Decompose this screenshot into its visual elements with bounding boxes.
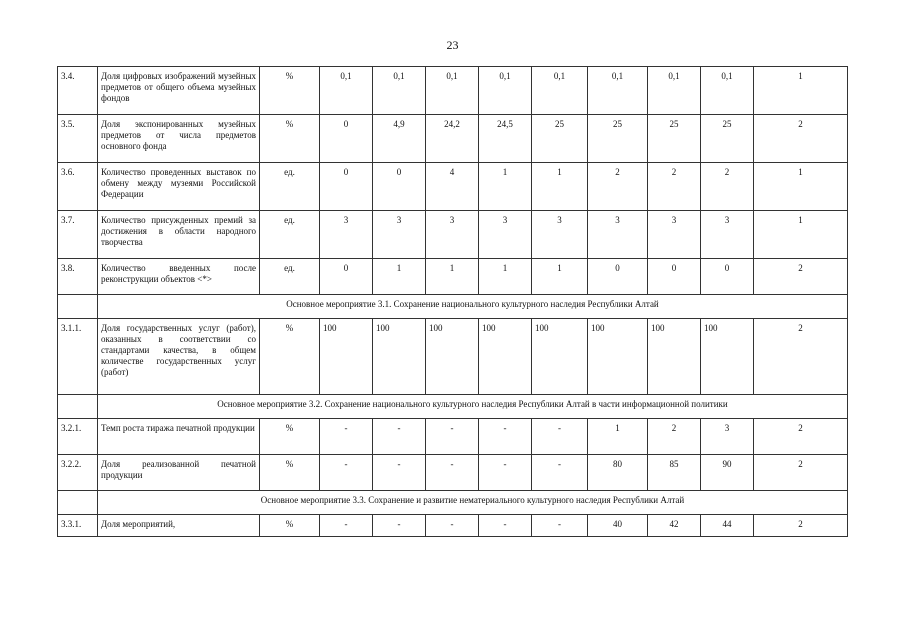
value-cell: 1 [479, 259, 532, 295]
value-cell: 4 [426, 163, 479, 211]
value-cell: 0,1 [701, 67, 754, 115]
value-cell: 0,1 [320, 67, 373, 115]
indicator-name: Доля государственных услуг (работ), оказанных в соответствии со стандартами качества, в общем количестве государственных услуг (работ) [98, 319, 260, 395]
weight-cell: 2 [754, 115, 848, 163]
value-cell: 3 [320, 211, 373, 259]
value-cell: 4,9 [373, 115, 426, 163]
section-title: Основное мероприятие 3.2. Сохранение национального культурного наследия Республики Алтай в части информационной политики [98, 395, 848, 419]
value-cell: - [426, 419, 479, 455]
value-cell: 24,5 [479, 115, 532, 163]
row-number: 3.2.2. [58, 455, 98, 491]
value-cell: 3 [479, 211, 532, 259]
row-number: 3.7. [58, 211, 98, 259]
table-row [58, 319, 848, 395]
value-cell: 100 [320, 319, 373, 395]
unit-cell: % [260, 455, 320, 491]
value-cell: - [479, 515, 532, 537]
row-number: 3.5. [58, 115, 98, 163]
indicator-name: Количество присужденных премий за достижения в области народного творчества [98, 211, 260, 259]
value-cell: 2 [588, 163, 648, 211]
section-row [58, 491, 848, 515]
value-cell: - [373, 455, 426, 491]
value-cell: 0 [320, 163, 373, 211]
value-cell: 3 [648, 211, 701, 259]
value-cell: 3 [532, 211, 588, 259]
value-cell: - [532, 419, 588, 455]
value-cell: - [320, 455, 373, 491]
value-cell: 85 [648, 455, 701, 491]
row-number: 3.2.1. [58, 419, 98, 455]
unit-cell: ед. [260, 259, 320, 295]
value-cell: 42 [648, 515, 701, 537]
value-cell: 0,1 [426, 67, 479, 115]
section-num-cell [58, 395, 98, 419]
weight-cell: 2 [754, 319, 848, 395]
indicator-name: Доля экспонированных музейных предметов от числа предметов основного фонда [98, 115, 260, 163]
value-cell: 100 [479, 319, 532, 395]
indicators-table [57, 66, 848, 537]
unit-cell: % [260, 67, 320, 115]
value-cell: 1 [479, 163, 532, 211]
unit-cell: % [260, 115, 320, 163]
indicator-name: Количество введенных после реконструкции объектов <*> [98, 259, 260, 295]
value-cell: 90 [701, 455, 754, 491]
value-cell: 1 [373, 259, 426, 295]
section-title: Основное мероприятие 3.1. Сохранение национального культурного наследия Республики Алтай [98, 295, 848, 319]
indicator-name: Доля цифровых изображений музейных предметов от общего объема музейных фондов [98, 67, 260, 115]
value-cell: 0 [320, 115, 373, 163]
weight-cell: 2 [754, 515, 848, 537]
value-cell: 2 [701, 163, 754, 211]
table-row [58, 455, 848, 491]
value-cell: 0,1 [532, 67, 588, 115]
value-cell: 0 [373, 163, 426, 211]
value-cell: 0,1 [588, 67, 648, 115]
row-number: 3.6. [58, 163, 98, 211]
section-num-cell [58, 491, 98, 515]
value-cell: - [532, 455, 588, 491]
weight-cell: 1 [754, 211, 848, 259]
value-cell: - [479, 419, 532, 455]
indicator-name: Доля мероприятий, [98, 515, 260, 537]
unit-cell: % [260, 419, 320, 455]
value-cell: - [426, 515, 479, 537]
value-cell: 1 [532, 259, 588, 295]
value-cell: 0 [701, 259, 754, 295]
weight-cell: 1 [754, 67, 848, 115]
value-cell: 40 [588, 515, 648, 537]
weight-cell: 1 [754, 163, 848, 211]
value-cell: 25 [532, 115, 588, 163]
weight-cell: 2 [754, 419, 848, 455]
table-row [58, 419, 848, 455]
unit-cell: % [260, 319, 320, 395]
unit-cell: ед. [260, 211, 320, 259]
value-cell: 1 [532, 163, 588, 211]
table-row [58, 163, 848, 211]
value-cell: 0 [648, 259, 701, 295]
value-cell: - [320, 419, 373, 455]
value-cell: - [426, 455, 479, 491]
section-row [58, 295, 848, 319]
value-cell: 0,1 [648, 67, 701, 115]
value-cell: 80 [588, 455, 648, 491]
value-cell: 3 [426, 211, 479, 259]
value-cell: 0,1 [479, 67, 532, 115]
value-cell: 2 [648, 163, 701, 211]
weight-cell: 2 [754, 455, 848, 491]
row-number: 3.1.1. [58, 319, 98, 395]
value-cell: - [320, 515, 373, 537]
value-cell: 25 [588, 115, 648, 163]
unit-cell: ед. [260, 163, 320, 211]
value-cell: 24,2 [426, 115, 479, 163]
indicator-name: Темп роста тиража печатной продукции [98, 419, 260, 455]
value-cell: 0,1 [373, 67, 426, 115]
table-row [58, 67, 848, 115]
value-cell: 100 [701, 319, 754, 395]
value-cell: 44 [701, 515, 754, 537]
section-row [58, 395, 848, 419]
weight-cell: 2 [754, 259, 848, 295]
value-cell: 100 [373, 319, 426, 395]
table-row [58, 259, 848, 295]
value-cell: 25 [701, 115, 754, 163]
page-number: 23 [446, 38, 459, 52]
indicator-name: Количество проведенных выставок по обмену между музеями Российской Федерации [98, 163, 260, 211]
value-cell: - [532, 515, 588, 537]
value-cell: - [373, 419, 426, 455]
row-number: 3.3.1. [58, 515, 98, 537]
value-cell: 1 [426, 259, 479, 295]
table-row [58, 515, 848, 537]
value-cell: 0 [320, 259, 373, 295]
value-cell: 100 [588, 319, 648, 395]
table-row [58, 115, 848, 163]
value-cell: - [373, 515, 426, 537]
row-number: 3.8. [58, 259, 98, 295]
value-cell: 100 [426, 319, 479, 395]
value-cell: 3 [701, 211, 754, 259]
value-cell: 3 [588, 211, 648, 259]
value-cell: 2 [648, 419, 701, 455]
value-cell: 100 [648, 319, 701, 395]
value-cell: 3 [701, 419, 754, 455]
value-cell: 1 [588, 419, 648, 455]
section-num-cell [58, 295, 98, 319]
value-cell: - [479, 455, 532, 491]
value-cell: 3 [373, 211, 426, 259]
unit-cell: % [260, 515, 320, 537]
value-cell: 0 [588, 259, 648, 295]
indicator-name: Доля реализованной печатной продукции [98, 455, 260, 491]
row-number: 3.4. [58, 67, 98, 115]
value-cell: 25 [648, 115, 701, 163]
table-row [58, 211, 848, 259]
value-cell: 100 [532, 319, 588, 395]
section-title: Основное мероприятие 3.3. Сохранение и развитие нематериального культурного наследия Республики Алтай [98, 491, 848, 515]
